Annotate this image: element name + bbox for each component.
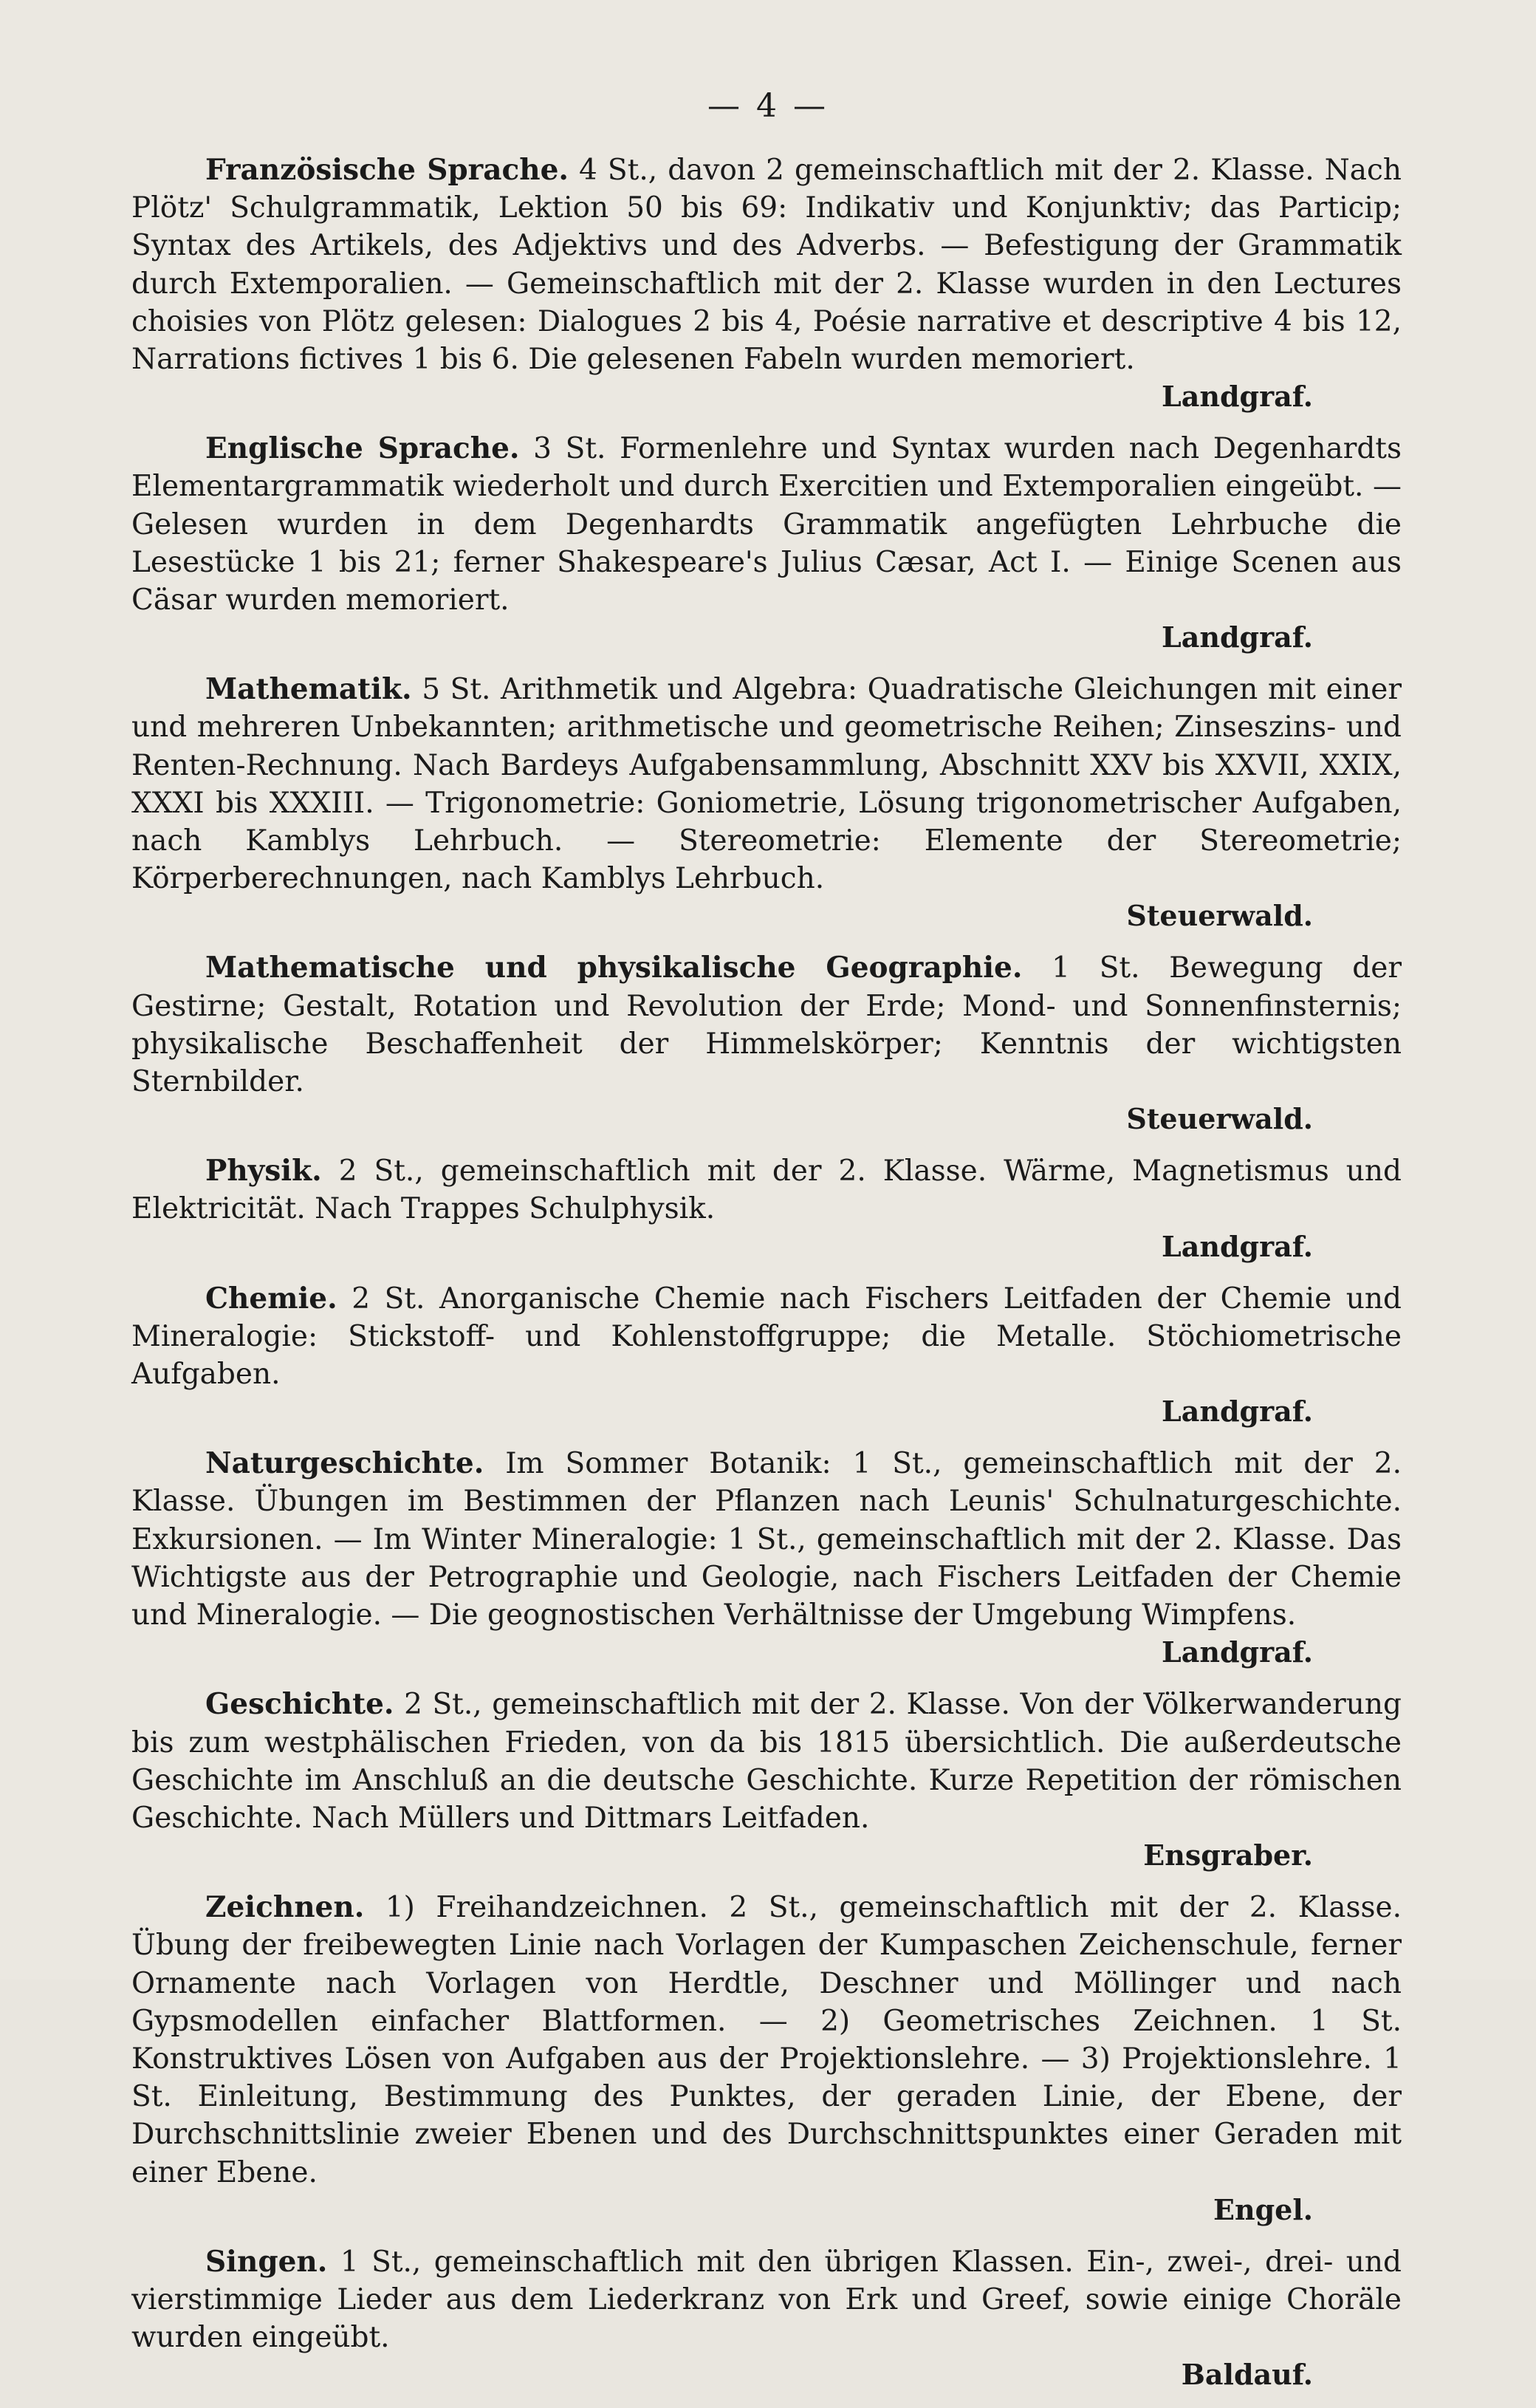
section-text: 1 St. Bewegung der Gestirne; Gestalt, Rotation und Revolution der Erde; Mond- und Sonnenfinsternis; physikalische Beschaffenheit der Himmelskörper; Kenntnis der wichtigsten Sternbilder. xyxy=(131,951,1402,1099)
section-geschichte xyxy=(131,1686,1402,1874)
section-text: 1) Freihandzeichnen. 2 St., gemeinschaftlich mit der 2. Klasse. Übung der freibewegten Linie nach Vorlagen der Kumpaschen Zeichenschule, ferner Ornamente nach Vorlagen von Herdtle, Deschner und Möllinger und nach Gypsmodellen einfacher Blattformen. — 2) Geometrisches Zeichnen. 1 St. Konstruktives Lösen von Aufgaben aus der Projektionslehre. — 3) Projektionslehre. 1 St. Einleitung, Bestimmung des Punktes, der geraden Linie, der Ebene, der Durchschnittslinie zweier Ebenen und des Durchschnittspunktes einer Geraden mit einer Ebene. xyxy=(131,1891,1402,2189)
section-heading: Physik. xyxy=(205,1154,322,1188)
section-paragraph xyxy=(131,2243,1402,2357)
section-paragraph xyxy=(131,1889,1402,2192)
section-physik xyxy=(131,1152,1402,1265)
teacher-signature: Ensgraber. xyxy=(1143,1839,1313,1872)
section-singen xyxy=(131,2243,1402,2394)
section-englische-sprache xyxy=(131,430,1402,656)
teacher-signature: Landgraf. xyxy=(1162,1395,1313,1429)
section-text: 1 St., gemeinschaftlich mit den übrigen Klassen. Ein-, zwei-, drei- und vierstimmige Lieder aus dem Liederkranz von Erk und Greef, sowie einige Choräle wurden eingeübt. xyxy=(131,2245,1402,2355)
section-heading: Zeichnen. xyxy=(205,1890,365,1925)
section-paragraph xyxy=(131,151,1402,378)
section-heading: Englische Sprache. xyxy=(205,431,520,466)
section-heading: Singen. xyxy=(205,2244,328,2279)
section-paragraph xyxy=(131,671,1402,897)
section-paragraph xyxy=(131,430,1402,619)
teacher-signature: Engel. xyxy=(1213,2192,1313,2226)
section-naturgeschichte xyxy=(131,1445,1402,1671)
section-chemie xyxy=(131,1280,1402,1431)
teacher-signature: Steuerwald. xyxy=(1126,899,1313,933)
section-paragraph xyxy=(131,949,1402,1101)
section-heading: Geschichte. xyxy=(205,1687,394,1722)
section-text: 5 St. Arithmetik und Algebra: Quadratische Gleichungen mit einer und mehreren Unbekannten; arithmetische und geometrische Reihen; Zinseszins- und Renten-Rechnung. Nach Bardeys Aufgabensammlung, Abschnitt XXV bis XXVII, XXIX, XXXI bis XXXIII. — Trigonometrie: Goniometrie, Lösung trigonometrischer Aufgaben, nach Kamblys Lehrbuch. — Stereometrie: Elemente der Stereometrie; Körperberechnungen, nach Kamblys Lehrbuch. xyxy=(131,673,1402,896)
teacher-signature: Landgraf. xyxy=(1162,1229,1313,1263)
section-paragraph xyxy=(131,1152,1402,1228)
section-mathematik xyxy=(131,671,1402,934)
section-heading: Chemie. xyxy=(205,1281,337,1316)
teacher-signature: Landgraf. xyxy=(1162,380,1313,414)
section-text: 2 St. Anorganische Chemie nach Fischers Leitfaden der Chemie und Mineralogie: Stickstoff- und Kohlenstoffgruppe; die Metalle. Stöchiometrische Aufgaben. xyxy=(131,1282,1402,1392)
teacher-signature: Baldauf. xyxy=(1181,2358,1313,2392)
teacher-signature: Landgraf. xyxy=(1162,620,1313,654)
teacher-signature: Landgraf. xyxy=(1162,1635,1313,1669)
section-text: 2 St., gemeinschaftlich mit der 2. Klasse. Von der Völkerwanderung bis zum westphälischen Frieden, von da bis 1815 übersichtlich. Die außerdeutsche Geschichte im Anschluß an die deutsche Geschichte. Kurze Repetition der römischen Geschichte. Nach Müllers und Dittmars Leitfaden. xyxy=(131,1688,1402,1835)
section-heading: Mathematik. xyxy=(205,672,412,707)
section-text: 4 St., davon 2 gemeinschaftlich mit der 2. Klasse. Nach Plötz' Schulgrammatik, Lektion 50 bis 69: Indikativ und Konjunktiv; das Particip; Syntax des Artikels, des Adjektivs und des Adverbs. — Befestigung der Grammatik durch Extemporalien. — Gemeinschaftlich mit der 2. Klasse wurden in den Lectures choisies von Plötz gelesen: Dialogues 2 bis 4, Poésie narrative et descriptive 4 bis 12, Narrations fictives 1 bis 6. Die gelesenen Fabeln wurden memoriert. xyxy=(131,154,1402,377)
section-heading: Mathematische und physikalische Geographie. xyxy=(205,951,1023,985)
section-heading: Französische Sprache. xyxy=(205,153,569,187)
section-zeichnen xyxy=(131,1889,1402,2229)
section-franzoesische-sprache xyxy=(131,151,1402,415)
section-text: 3 St. Formenlehre und Syntax wurden nach Degenhardts Elementargrammatik wiederholt und durch Exercitien und Extemporalien eingeübt. — Gelesen wurden in dem Degenhardts Grammatik angefügten Lehrbuche die Lesestücke 1 bis 21; ferner Shakespeare's Julius Cæsar, Act I. — Einige Scenen aus Cäsar wurden memoriert. xyxy=(131,432,1402,618)
page-content xyxy=(131,151,1402,2408)
section-paragraph xyxy=(131,1445,1402,1634)
section-paragraph xyxy=(131,1686,1402,1837)
teacher-signature: Steuerwald. xyxy=(1126,1102,1313,1136)
section-text: Im Sommer Botanik: 1 St., gemeinschaftlich mit der 2. Klasse. Übungen im Bestimmen der Pflanzen nach Leunis' Schulnaturgeschichte. Exkursionen. — Im Winter Mineralogie: 1 St., gemeinschaftlich mit der 2. Klasse. Das Wichtigste aus der Petrographie und Geologie, nach Fischers Leitfaden der Chemie und Mineralogie. — Die geognostischen Verhältnisse der Umgebung Wimpfens. xyxy=(131,1447,1402,1632)
section-geographie xyxy=(131,949,1402,1138)
section-paragraph xyxy=(131,1280,1402,1394)
section-text: 2 St., gemeinschaftlich mit der 2. Klasse. Wärme, Magnetismus und Elektricität. Nach Trappes Schulphysik. xyxy=(131,1155,1402,1226)
section-heading: Naturgeschichte. xyxy=(205,1446,484,1481)
page-number: — 4 — xyxy=(707,87,829,125)
